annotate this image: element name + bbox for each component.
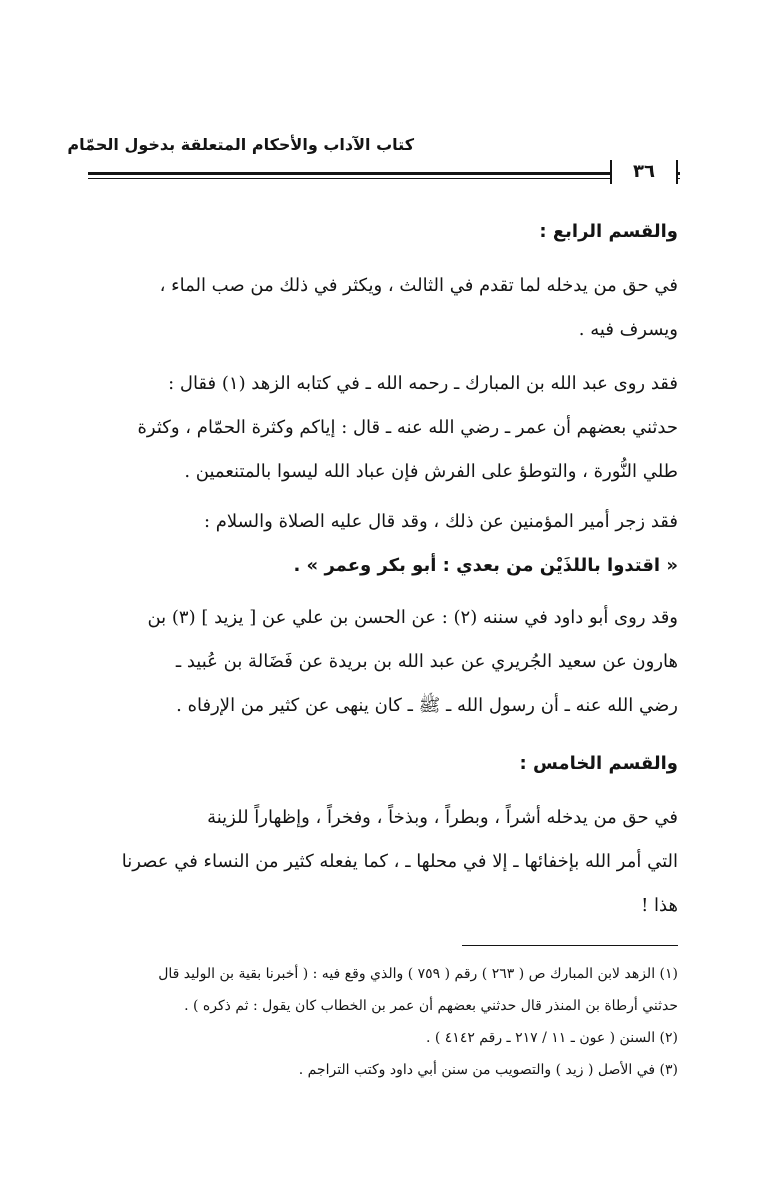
paragraph: [78, 596, 678, 728]
text-line: فقد زجر أمير المؤمنين عن ذلك ، وقد قال عليه الصلاة والسلام :: [203, 511, 678, 532]
text-line: في حق من يدخله أشراً ، وبطراً ، وبذخاً ، وفخراً ، وإظهاراً للزينة: [207, 807, 678, 828]
hadith-quote: « اقتدوا باللذَيْن من بعدي : أبو بكر وعمر » .: [293, 555, 678, 576]
text-line: هذا !: [641, 895, 678, 916]
footnote-line: (٣) في الأصل ( زيد ) والتصويب من سنن أبي داود وكتب التراجم .: [298, 1062, 678, 1078]
text-line: في حق من يدخله لما تقدم في الثالث ، ويكثر في ذلك من صب الماء ،: [159, 275, 678, 296]
text-line: رضي الله عنه ـ أن رسول الله ـ ﷺ ـ كان ينهى عن كثير من الإرفاه .: [176, 695, 678, 716]
footnote-line: (١) الزهد لابن المبارك ص ( ٢٦٣ ) رقم ( ٧٥٩ ) والذي وقع فيه : ( أخبرنا بقية بن الوليد قال: [158, 966, 678, 982]
section-heading-fourth: والقسم الرابع :: [539, 221, 678, 242]
paragraph: [78, 264, 678, 352]
text-line: التي أمر الله بإخفائها ـ إلا في محلها ـ ، كما يفعله كثير من النساء في عصرنا: [121, 851, 678, 872]
paragraph: [78, 796, 678, 928]
footnote-line: حدثني أرطاة بن المنذر قال حدثني بعضهم أن عمر بن الخطاب كان يقول : ثم ذكره ) .: [184, 998, 678, 1014]
text-line: ويسرف فيه .: [578, 319, 678, 340]
footnote-separator: [462, 945, 678, 946]
paragraph: [78, 362, 678, 494]
text-line: هارون عن سعيد الجُريري عن عبد الله بن بريدة عن فَضَالة بن عُبيد ـ: [175, 651, 678, 672]
footnotes: [78, 958, 678, 1086]
footnote-line: (٢) السنن ( عون ـ ١١ / ٢١٧ ـ رقم ٤١٤٢ ) .: [425, 1030, 678, 1046]
text-line: طلي النُّورة ، والتوطؤ على الفرش فإن عباد الله ليسوا بالمتنعمين .: [184, 461, 678, 482]
text-line: حدثني بعضهم أن عمر ـ رضي الله عنه ـ قال : إياكم وكثرة الحمّام ، وكثرة: [137, 417, 678, 438]
text-line: فقد روى عبد الله بن المبارك ـ رحمه الله ـ في كتابه الزهد (١) فقال :: [168, 373, 678, 394]
header-rule: [88, 166, 680, 186]
text-line: وقد روى أبو داود في سننه (٢) : عن الحسن بن علي عن [ يزيد ] (٣) بن: [147, 607, 678, 628]
section-heading-fifth: والقسم الخامس :: [519, 753, 678, 774]
paragraph: [78, 500, 678, 588]
page-number: ٣٦: [610, 160, 678, 184]
running-title: كتاب الآداب والأحكام المتعلقة بدخول الحمّام: [67, 135, 414, 154]
